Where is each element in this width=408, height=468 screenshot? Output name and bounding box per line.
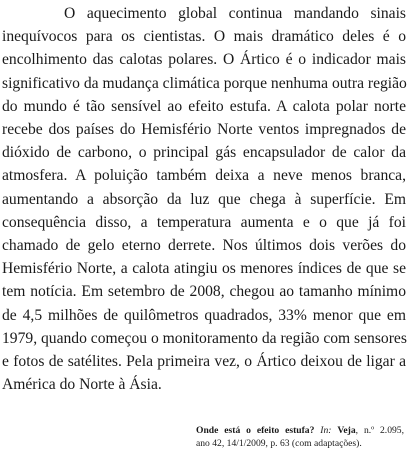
article-line: tem notícia. Em setembro de 2008, chegou ao tamanho mínimo: [2, 283, 406, 301]
citation-line: [196, 424, 404, 437]
article-line: encolhimento das calotas polares. O Ártico é o indicador mais: [2, 51, 406, 69]
citation-title: Onde está o efeito estufa?: [196, 425, 315, 436]
article-line: e fotos de satélites. Pela primeira vez, o Ártico deixou de ligar a: [2, 353, 406, 371]
article-line: dióxido de carbono, o principal gás encapsulador de calor da: [2, 144, 406, 162]
article-line: do mundo é tão sensível ao efeito estufa. A calota polar norte: [2, 97, 406, 115]
article-line: consequência disso, a temperatura aumenta e o que já foi: [2, 213, 406, 231]
article-line: O aquecimento global continua mandando sinais: [64, 5, 406, 22]
citation-magazine: Veja: [337, 425, 356, 436]
article-line: recebe dos países do Hemisfério Norte ventos impregnados de: [2, 121, 406, 139]
citation-in-label: In:: [320, 425, 332, 436]
article-paragraph: [2, 2, 406, 396]
article-line: de 4,5 milhões de quilômetros quadrados, 33% menor que em: [2, 306, 406, 324]
article-line: chamado de gelo eterno derrete. Nos últimos dois verões do: [2, 237, 406, 255]
document-body: [2, 2, 406, 396]
article-line: atmosfera. A poluição também deixa a neve menos branca,: [2, 167, 406, 185]
source-citation: [196, 424, 404, 450]
article-line: América do Norte à Ásia.: [2, 376, 162, 394]
article-line: significativo da mudança climática porque nenhuma outra região: [2, 74, 407, 92]
article-line: aumentando a absorção da luz que chega à superfície. Em: [2, 190, 406, 208]
article-line: 1979, quando começou o monitoramento da região com sensores: [2, 329, 407, 347]
article-line: inequívocos para os cientistas. O mais dramático deles é o: [2, 28, 406, 46]
article-line: Hemisfério Norte, a calota atingiu os menores índices de que se: [2, 260, 406, 278]
citation-line: ano 42, 14/1/2009, p. 63 (com adaptações).: [196, 438, 362, 449]
citation-issue: , n.º 2.095,: [355, 425, 404, 436]
